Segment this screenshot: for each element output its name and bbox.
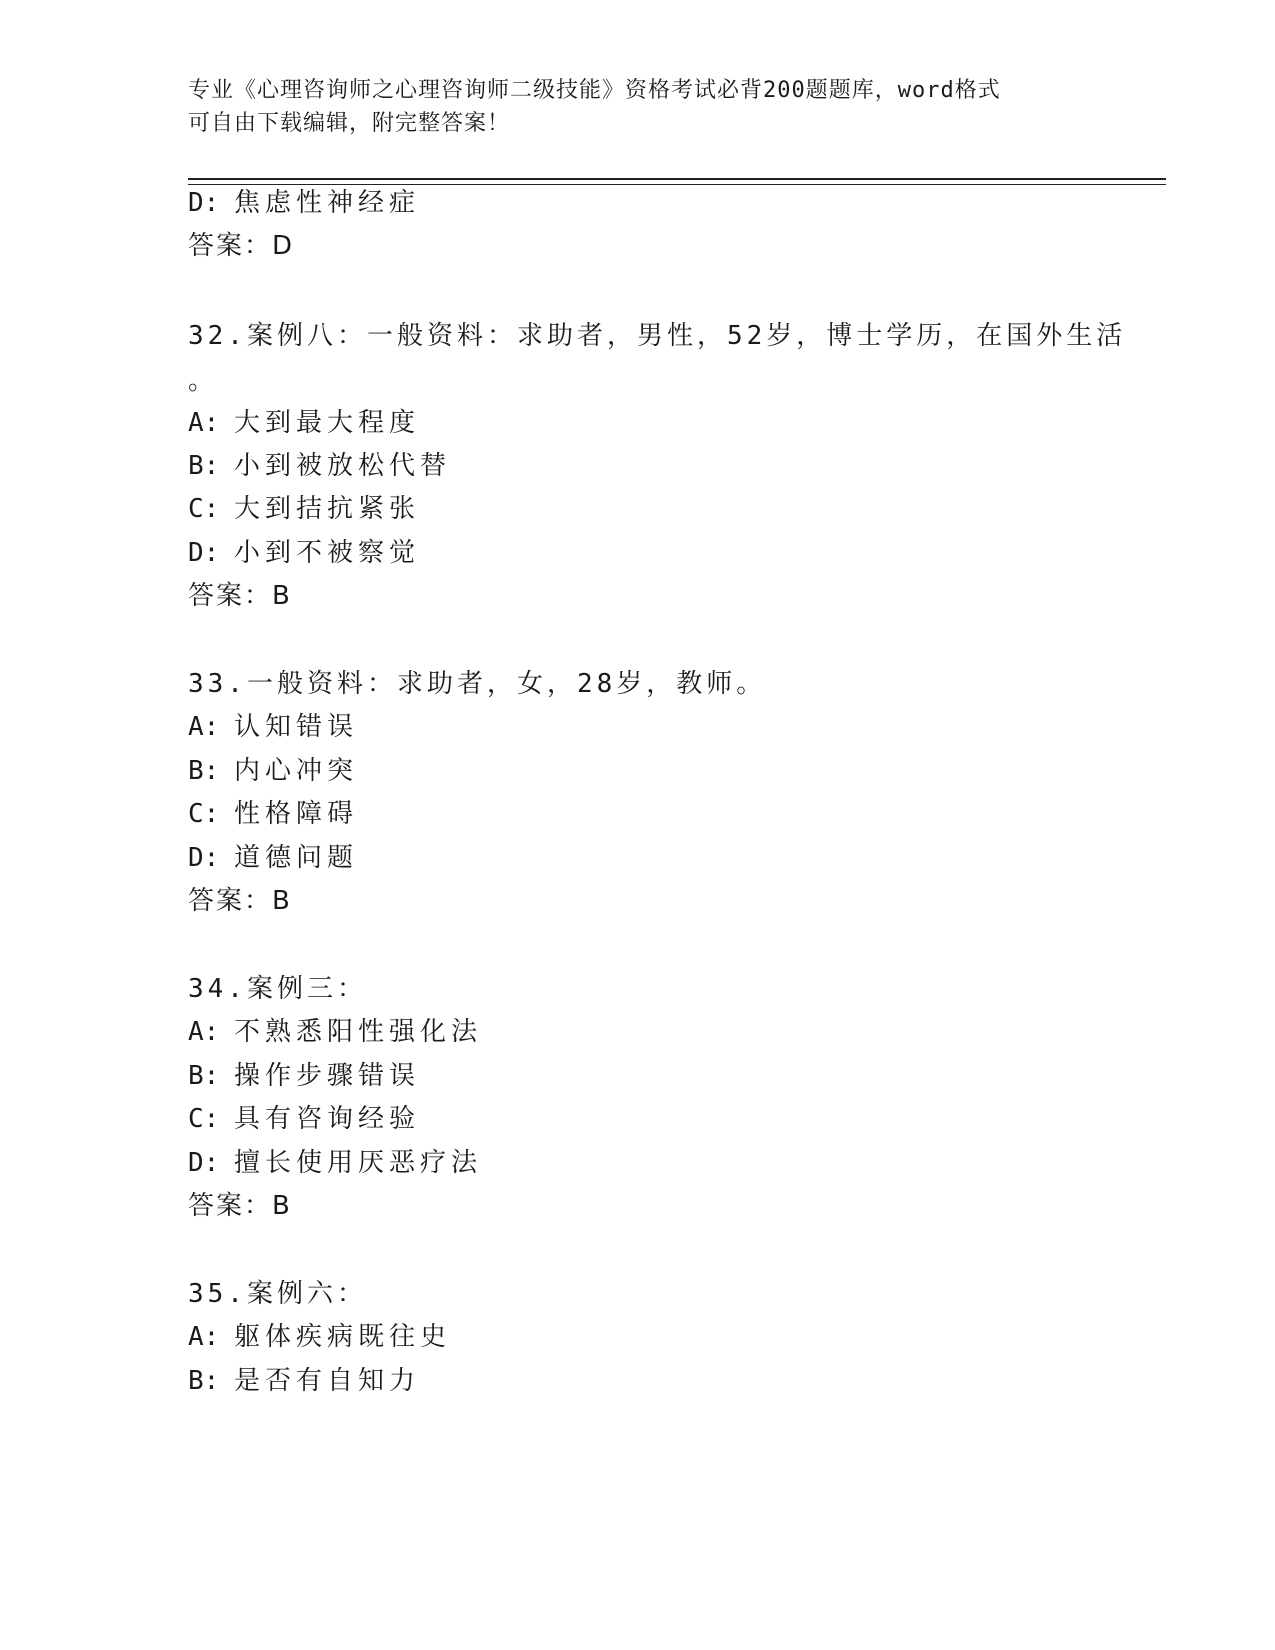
option-text: 道德问题 [234, 843, 359, 873]
option-line [188, 186, 420, 220]
option-letter: D: [188, 538, 220, 568]
option-letter: A: [188, 712, 220, 742]
header-title-line-1: 专业《心理咨询师之心理咨询师二级技能》资格考试必背200题题库，word格式 [188, 78, 1001, 103]
option-letter: B: [188, 756, 220, 786]
answer-line: 答案：B [188, 581, 292, 611]
option-text: 具有咨询经验 [234, 1104, 421, 1134]
option-letter: B: [188, 1061, 220, 1091]
option-text: 大到最大程度 [234, 408, 421, 438]
option-line [188, 449, 451, 483]
answer-line: 答案：B [188, 1191, 292, 1221]
option-text: 性格障碍 [234, 799, 359, 829]
option-text: 擅长使用厌恶疗法 [234, 1148, 483, 1178]
option-line [188, 754, 358, 788]
option-line [188, 1320, 451, 1354]
option-letter: B: [188, 1366, 220, 1396]
answer-line: 答案：D [188, 231, 295, 261]
option-text: 焦虑性神经症 [234, 188, 421, 218]
option-letter: C: [188, 494, 220, 524]
option-line [188, 1146, 482, 1180]
option-letter: C: [188, 1104, 220, 1134]
answer-line: 答案：B [188, 886, 292, 916]
question-line: 。 [188, 366, 219, 396]
option-text: 躯体疾病既往史 [234, 1322, 452, 1352]
option-line [188, 1102, 420, 1136]
option-line [188, 710, 358, 744]
option-text: 不熟悉阳性强化法 [234, 1017, 483, 1047]
option-letter: A: [188, 1017, 220, 1047]
question-line: 35.案例六： [188, 1279, 367, 1309]
question-line: 33.一般资料：求助者，女，28岁，教师。 [188, 669, 767, 699]
option-line [188, 492, 420, 526]
option-text: 大到拮抗紧张 [234, 494, 421, 524]
option-letter: D: [188, 843, 220, 873]
question-line: 34.案例三： [188, 974, 367, 1004]
option-text: 是否有自知力 [234, 1366, 421, 1396]
option-line [188, 1364, 420, 1398]
header-divider-thin [188, 184, 1166, 185]
option-text: 内心冲突 [234, 756, 359, 786]
option-letter: D: [188, 1148, 220, 1178]
option-text: 认知错误 [234, 712, 359, 742]
option-line [188, 1015, 482, 1049]
option-letter: C: [188, 799, 220, 829]
option-line [188, 536, 420, 570]
option-letter: A: [188, 408, 220, 438]
option-text: 操作步骤错误 [234, 1061, 421, 1091]
document-header [188, 74, 1088, 140]
option-letter: D: [188, 188, 220, 218]
option-line [188, 406, 420, 440]
option-line [188, 797, 358, 831]
option-line [188, 841, 358, 875]
option-letter: A: [188, 1322, 220, 1352]
option-text: 小到不被察觉 [234, 538, 421, 568]
header-title-line-2: 可自由下载编辑，附完整答案！ [188, 111, 511, 136]
question-line: 32.案例八：一般资料：求助者，男性，52岁，博士学历，在国外生活 [188, 321, 1127, 351]
option-line [188, 1059, 420, 1093]
option-letter: B: [188, 451, 220, 481]
header-divider-thick [188, 178, 1166, 180]
option-text: 小到被放松代替 [234, 451, 452, 481]
